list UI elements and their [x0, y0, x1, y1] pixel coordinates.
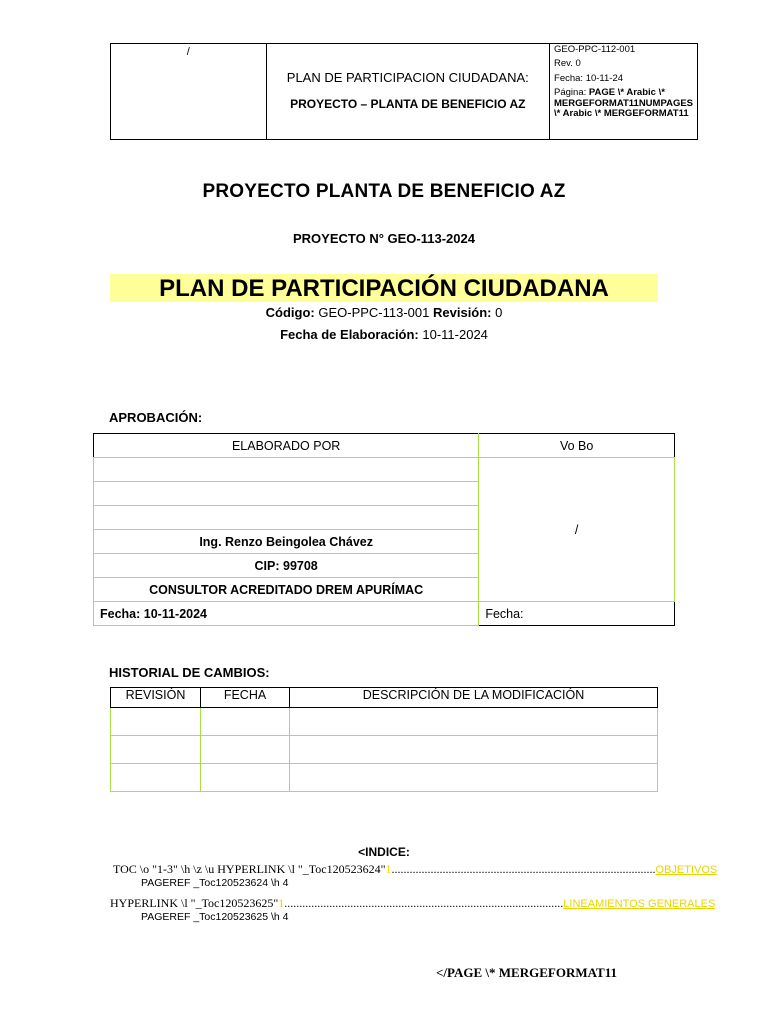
table-cell	[201, 764, 290, 792]
table-row	[111, 764, 658, 792]
header-pagina	[554, 88, 693, 119]
toc-leader-dots: ........................................................................................	[391, 862, 656, 876]
header-title-cell	[266, 44, 549, 140]
col-descripcion: DESCRIPCIÓN DE LA MODIFICACIÓN	[290, 688, 658, 708]
toc-mark: 1	[385, 862, 392, 876]
vobo-header: Vo Bo	[479, 434, 675, 458]
header-code: GEO-PPC-112-001	[554, 44, 636, 55]
codigo-value: GEO-PPC-113-001	[314, 305, 433, 320]
toc-entry-line	[110, 896, 715, 911]
indice-title: <INDICE:	[358, 845, 410, 859]
header-pagina-field: PAGE \* Arabic \* MERGEFORMAT11NUMPAGES \* Arabic \* MERGEFORMAT11	[554, 87, 694, 120]
elaborado-name: Ing. Renzo Beingolea Chávez	[94, 530, 479, 554]
header-pagina-prefix: Página:	[554, 87, 589, 99]
table-cell	[111, 708, 201, 736]
toc-link-lineamientos[interactable]: LINEAMIENTOS GENERALES	[563, 898, 716, 910]
table-cell	[201, 708, 290, 736]
historial-label: HISTORIAL DE CAMBIOS:	[109, 665, 270, 680]
table-row	[94, 602, 675, 626]
col-revision: REVISIÓN	[111, 688, 201, 708]
vobo-cell	[479, 458, 675, 602]
elaboracion-line	[0, 327, 768, 342]
header-logo-cell	[111, 44, 267, 140]
fecha-elaborado: Fecha: 10-11-2024	[94, 602, 479, 626]
aprobacion-label: APROBACIÓN:	[109, 410, 203, 425]
code-line	[0, 305, 768, 320]
codigo-label: Código:	[265, 305, 315, 320]
toc-mark: 1	[278, 896, 285, 910]
toc-link-objetivos[interactable]: OBJETIVOS	[655, 864, 718, 876]
toc-pageref: PAGEREF _Toc120523625 \h 4	[141, 911, 289, 923]
table-row	[111, 736, 658, 764]
header-fecha: Fecha: 10-11-24	[554, 72, 624, 84]
plan-title: PLAN DE PARTICIPACIÓN CIUDADANA	[110, 274, 658, 302]
signature-blank	[94, 458, 479, 482]
elaboracion-label: Fecha de Elaboración:	[280, 327, 419, 342]
table-row	[94, 458, 675, 482]
table-cell	[290, 736, 658, 764]
fecha-vobo: Fecha:	[479, 602, 675, 626]
toc-field: TOC \o "1-3" \h \z \u HYPERLINK \l "_Toc120523624"	[113, 862, 386, 876]
table-cell	[290, 764, 658, 792]
revision-value: 0	[491, 305, 503, 320]
toc-entry-line	[113, 862, 717, 877]
aprobacion-table	[93, 433, 675, 626]
elaborado-header: ELABORADO POR	[94, 434, 479, 458]
document-header	[110, 43, 698, 140]
table-row	[111, 708, 658, 736]
elaborado-role: CONSULTOR ACREDITADO DREM APURÍMAC	[94, 578, 479, 602]
toc-field: HYPERLINK \l "_Toc120523625"	[110, 896, 279, 910]
header-rev: Rev. 0	[554, 58, 581, 70]
table-row	[111, 688, 658, 708]
document-title: PROYECTO PLANTA DE BENEFICIO AZ	[202, 181, 566, 202]
table-row	[94, 434, 675, 458]
header-logo-text: /	[186, 46, 190, 58]
header-meta-cell	[550, 44, 698, 140]
table-cell	[111, 736, 201, 764]
signature-blank	[94, 506, 479, 530]
revision-label: Revisión:	[433, 305, 492, 320]
header-project-label: PROYECTO – PLANTA DE BENEFICIO AZ	[290, 97, 526, 111]
signature-blank	[94, 482, 479, 506]
project-number: PROYECTO N° GEO-113-2024	[293, 231, 475, 246]
col-fecha: FECHA	[201, 688, 290, 708]
page-footer-field: </PAGE \* MERGEFORMAT11	[436, 965, 617, 980]
historial-table	[110, 687, 658, 792]
toc-leader-dots: .............................................................................................	[284, 896, 564, 910]
vobo-mark: /	[574, 522, 579, 537]
table-cell	[290, 708, 658, 736]
table-cell	[201, 736, 290, 764]
table-cell	[111, 764, 201, 792]
elaboracion-value: 10-11-2024	[418, 327, 488, 342]
header-plan-label: PLAN DE PARTICIPACION CIUDADANA:	[286, 70, 529, 85]
elaborado-cip: CIP: 99708	[94, 554, 479, 578]
toc-pageref: PAGEREF _Toc120523624 \h 4	[141, 877, 289, 889]
